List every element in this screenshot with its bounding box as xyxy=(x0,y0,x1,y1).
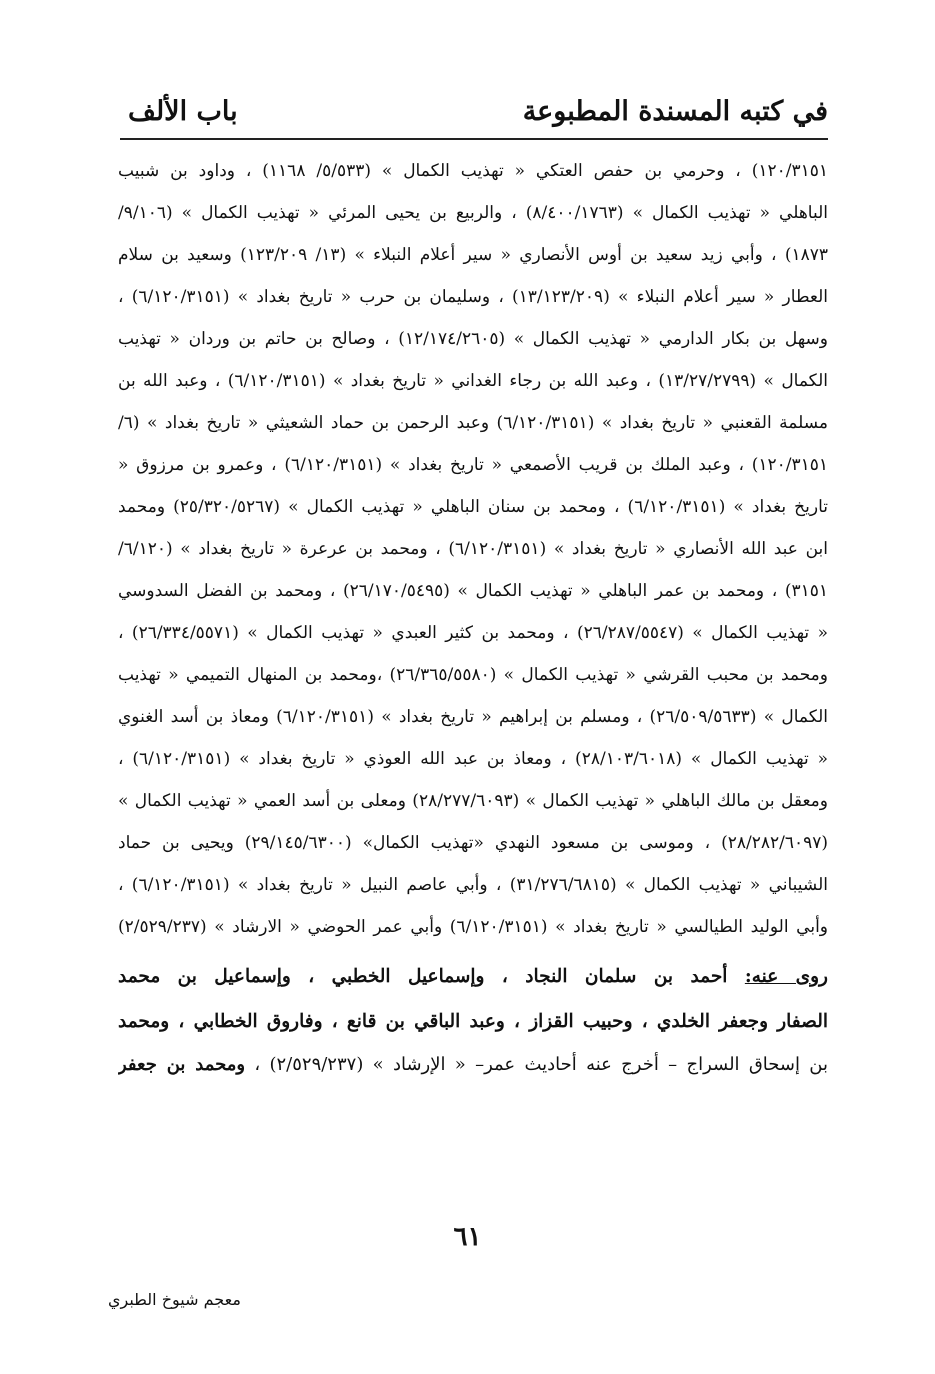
text-line: « تهذيب الكمال » (٢٨/١٠٣/٦٠١٨) ، ومعاذ بن عبد الله العوذي « تاريخ بغداد » (٦/١٢٠/٣١٥١) ، xyxy=(118,749,828,769)
text-line: ومعقل بن مالك الباهلي « تهذيب الكمال » (٢٨/٢٧٧/٦٠٩٣) ومعلى بن أسد العمي « تهذيب الكمال » xyxy=(118,791,828,811)
text-line: وأبي الوليد الطيالسي « تاريخ بغداد » (٦/١٢٠/٣١٥١) وأبي عمر الحوضي « الارشاد » (٢/٥٢٩/٢٣٧) xyxy=(118,917,828,937)
text-line: مسلمة القعنبي « تاريخ بغداد » (٦/١٢٠/٣١٥١) وعبد الرحمن بن حماد الشعيثي « تاريخ بغداد » (٦/ xyxy=(118,413,828,433)
text-line: ١٨٧٣) ، وأبي زيد سعيد بن أوس الأنصاري « سير أعلام النبلاء » (١٣/ ١٢٣/٢٠٩) وسعيد بن سلام xyxy=(118,245,828,265)
narrators-line-3 xyxy=(118,1044,828,1086)
text-line: الشيباني « تهذيب الكمال » (٣١/٢٧٦/٦٨١٥) ، وأبي عاصم النبيل « تاريخ بغداد » (٦/١٢٠/٣١٥١) ، xyxy=(118,875,828,895)
narrators-text: أحمد بن سلمان النجاد ، وإسماعيل الخطبي ، وإسماعيل بن محمد xyxy=(118,966,745,987)
footer-book-title: معجم شيوخ الطبري xyxy=(108,1290,241,1309)
text-line: الكمال » (٢٦/٥٠٩/٥٦٣٣) ، ومسلم بن إبراهيم « تاريخ بغداد » (٦/١٢٠/٣١٥١) ومعاذ بن أسد الغنوي xyxy=(118,707,828,727)
text-line: (٢٨/٢٨٢/٦٠٩٧) ، وموسى بن مسعود النهدي «تهذيب الكمال» (٢٩/١٤٥/٦٣٠٠) ويحيى بن حماد xyxy=(118,833,828,853)
text-line: ابن عبد الله الأنصاري « تاريخ بغداد » (٦/١٢٠/٣١٥١) ، ومحمد بن عرعرة « تاريخ بغداد » (٦/١٢٠/ xyxy=(118,539,828,559)
narrators-text: بن إسحاق السراج – أخرج عنه أحاديث عمر– « الإرشاد » (٢/٥٢٩/٢٣٧) ، xyxy=(245,1054,828,1075)
running-header xyxy=(120,92,828,140)
text-line: العطار « سير أعلام النبلاء » (١٣/١٢٣/٢٠٩) ، وسليمان بن حرب « تاريخ بغداد » (٦/١٢٠/٣١٥١) ، xyxy=(118,287,828,307)
narrators-line-2: الصفار وجعفر الخلدي ، وحبيب القزاز ، وعبد الباقي بن قانع ، وفاروق الخطابي ، ومحمد xyxy=(118,1011,828,1032)
book-section-title: في كتبه المسندة المطبوعة xyxy=(522,96,828,127)
header-rule xyxy=(120,138,828,140)
page-number: ٦١ xyxy=(453,1222,482,1252)
text-line: وسهل بن بكار الدارمي « تهذيب الكمال » (١٢/١٧٤/٢٦٠٥) ، وصالح بن حاتم بن وردان « تهذيب xyxy=(118,329,828,349)
text-line: تاريخ بغداد » (٦/١٢٠/٣١٥١) ، ومحمد بن سنان الباهلي « تهذيب الكمال » (٢٥/٣٢٠/٥٢٦٧) ومحمد xyxy=(118,497,828,517)
text-line: ١٢٠/٣١٥١) ، وحرمي بن حفص العتكي « تهذيب الكمال » (٥/٥٣٣/ ١١٦٨) ، وداود بن شبيب xyxy=(118,161,828,181)
text-line: « تهذيب الكمال » (٢٦/٢٨٧/٥٥٤٧) ، ومحمد بن كثير العبدي « تهذيب الكمال » (٢٦/٣٣٤/٥٥٧١) ، xyxy=(118,623,828,643)
narrators-label: روى عنه: xyxy=(744,966,828,987)
narrators-line-1 xyxy=(118,954,828,999)
text-line: الكمال » (١٣/٢٧/٢٧٩٩) ، وعبد الله بن رجاء الغداني « تاريخ بغداد » (٦/١٢٠/٣١٥١) ، وعبد الله بن xyxy=(118,371,828,391)
body-text xyxy=(118,150,828,1086)
chapter-title: باب الألف xyxy=(128,96,238,127)
text-line: ٣١٥١) ، ومحمد بن عمر الباهلي « تهذيب الكمال » (٢٦/١٧٠/٥٤٩٥) ، ومحمد بن الفضل السدوسي xyxy=(118,581,828,601)
narrators-text-bold: ومحمد بن جعفر xyxy=(118,1054,246,1075)
text-line: الباهلي « تهذيب الكمال » (٨/٤٠٠/١٧٦٣) ، والربيع بن يحيى المرئي « تهذيب الكمال » (٩/١٠٦/ xyxy=(118,203,828,223)
text-line: ١٢٠/٣١٥١) ، وعبد الملك بن قريب الأصمعي « تاريخ بغداد » (٦/١٢٠/٣١٥١) ، وعمرو بن مرزوق « xyxy=(118,455,828,475)
text-line: ومحمد بن محبب القرشي « تهذيب الكمال » (٢٦/٣٦٥/٥٥٨٠) ،ومحمد بن المنهال التميمي « تهذيب xyxy=(118,665,828,685)
